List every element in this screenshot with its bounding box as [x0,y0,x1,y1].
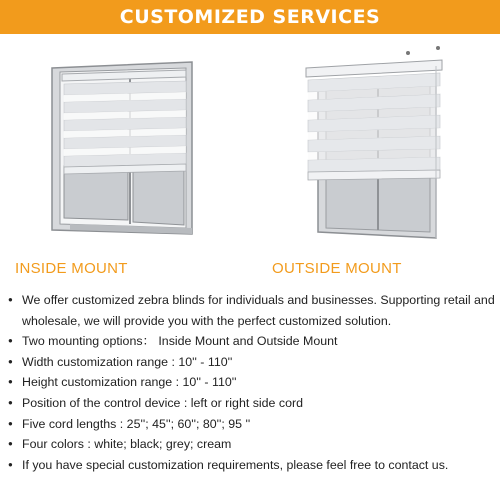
inside-mount-label: INSIDE MOUNT [15,260,128,277]
feature-item: ● We offer customized zebra blinds for individuals and businesses. Supporting retail and wholesale, we will provide you with the perfect customized solution. [8,290,498,331]
feature-list [8,290,498,475]
feature-item: ● Four colors : white; black; grey; cream [8,434,498,455]
feature-item: ● If you have special customization requirements, please feel free to contact us. [8,455,498,476]
outside-mount-illustration [250,40,500,250]
feature-item: ● Width customization range : 10'' - 110'' [8,352,498,373]
banner-title: CUSTOMIZED SERVICES [119,6,381,28]
feature-item: ● Height customization range : 10'' - 110'' [8,372,498,393]
inside-mount-illustration [0,40,250,250]
feature-item: ● Position of the control device : left or right side cord [8,393,498,414]
feature-item: ● Two mounting options： Inside Mount and Outside Mount [8,331,498,352]
outside-mount-label: OUTSIDE MOUNT [272,260,402,277]
header-banner [0,0,500,34]
feature-item: ● Five cord lengths : 25''; 45''; 60''; 80''; 95 '' [8,414,498,435]
